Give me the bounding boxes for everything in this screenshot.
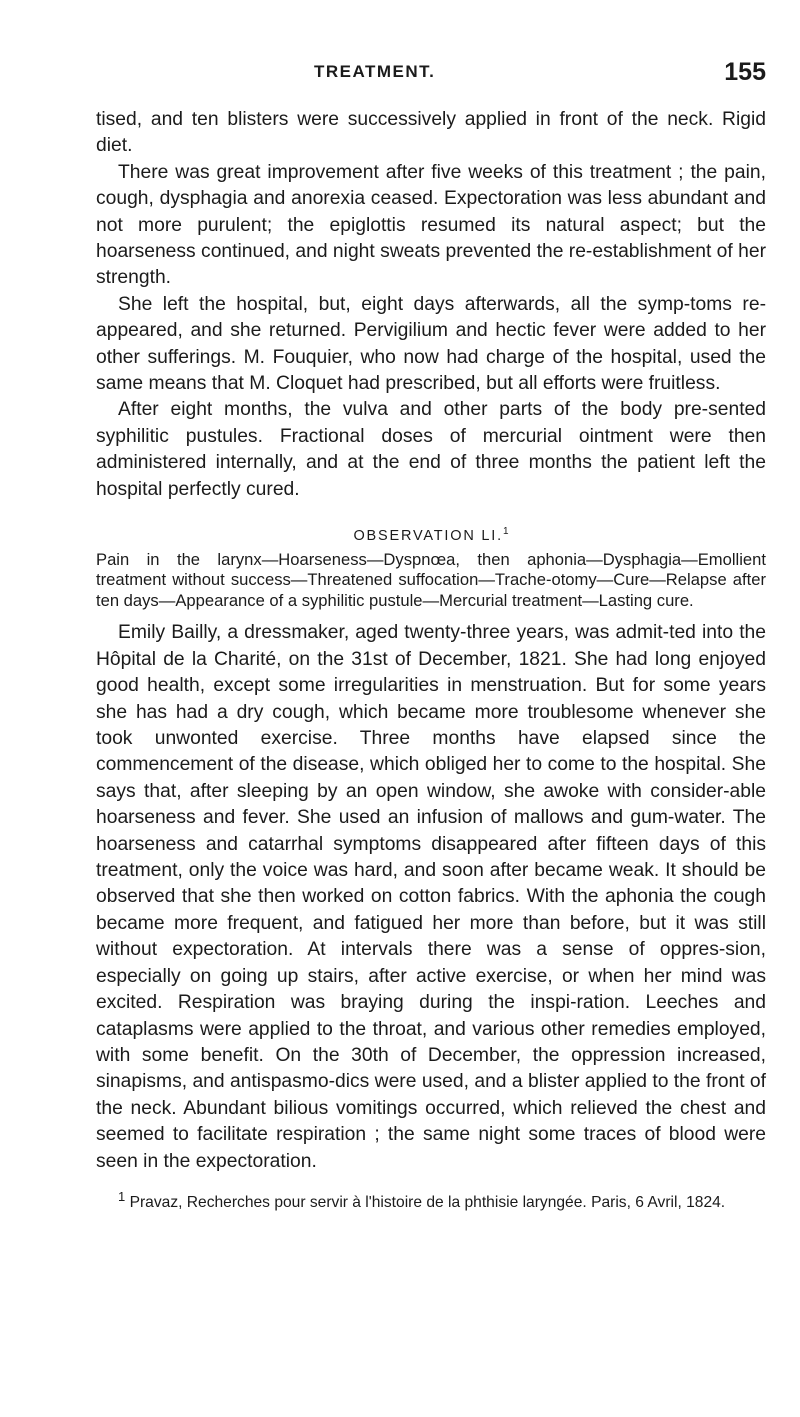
paragraph-relapse: She left the hospital, but, eight days afterwards, all the symp-toms re-appeared, and she returned. Pervigilium and hectic fever were added to her other sufferings. M. Fouquier, who now had charge of the hospital, used the same means that M. Cloquet had prescribed, but all efforts were fruitless. xyxy=(96,293,766,395)
footnote-reference: 1 xyxy=(502,526,509,538)
paragraph-improvement: There was great improvement after five weeks of this treatment ; the pain, cough, dysphagia and anorexia ceased. Expectoration was less abundant and not more purulent; the epiglottis resumed its natural aspect; but the hoarseness continued, and night sweats prevented the re-establishment of her strength. xyxy=(96,161,766,289)
page-header xyxy=(96,58,766,96)
paragraph-continuation: tised, and ten blisters were successively applied in front of the neck. Rigid diet. xyxy=(96,109,766,157)
footnote-text: Pravaz, Recherches pour servir à l'histoire de la phthisie laryngée. Paris, 6 Avril, 1824. xyxy=(129,1194,726,1212)
page-number: 155 xyxy=(724,58,766,86)
observation-title: OBSERVATION LI. xyxy=(353,527,503,544)
footnote xyxy=(96,1187,766,1212)
body-text xyxy=(96,107,766,1212)
observation-heading xyxy=(96,522,766,546)
observation-summary: Pain in the larynx—Hoarseness—Dyspnœa, then aphonia—Dysphagia—Emollient treatment without success—Threatened suffocation—Trache-otomy—Cure—Relapse after ten days—Appearance of a syphilitic pustule—Mercurial treatment—Lasting cure. xyxy=(96,549,766,610)
paragraph-case-history: Emily Bailly, a dressmaker, aged twenty-three years, was admit-ted into the Hôpital de la Charité, on the 31st of December, 1821. She had long enjoyed good health, except some irregularities in menstruation. But for some years she has had a dry cough, which became more troublesome whenever she took unwonted exercise. Three months have elapsed since the commencement of the disease, which obliged her to come to the hospital. She says that, after sleeping by an open window, she awoke with consider-able hoarseness and fever. She used an infusion of mallows and gum-water. The hoarseness and catarrhal symptoms disappeared after fifteen days of this treatment, only the voice was hard, and soon after became weak. It should be observed that she then worked on cotton fabrics. With the aphonia the cough became more frequent, and fatigued her more than before, but it was still without expectoration. At intervals there was a sense of oppres-sion, especially on going up stairs, after active exercise, or when her mind was excited. Respiration was braying during the inspi-ration. Leeches and cataplasms were applied to the throat, and various other remedies employed, with some benefit. On the 30th of December, the oppression increased, sinapisms, and antispasmo-dics were used, and a blister applied to the front of the neck. Abundant bilious vomitings occurred, which relieved the chest and seemed to facilitate respiration ; the same night some traces of blood were seen in the expectoration. xyxy=(96,622,766,1172)
paragraph-cure: After eight months, the vulva and other parts of the body pre-sented syphilitic pustules. Fractional doses of mercurial ointment were then administered internally, and at the end of three months the patient left the hospital perfectly cured. xyxy=(96,399,766,500)
running-title: TREATMENT. xyxy=(314,62,436,81)
footnote-marker: 1 xyxy=(118,1188,126,1204)
